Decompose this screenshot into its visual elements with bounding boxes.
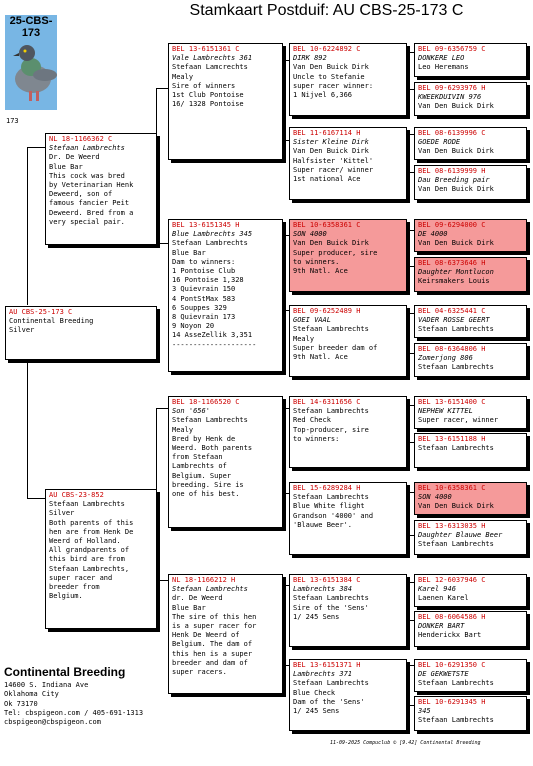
- ring-number: BEL 10-6291350 C: [418, 661, 486, 669]
- pigeon-name: GOEDE RODE: [418, 138, 461, 147]
- breeder-zip: Ok 73170: [4, 699, 38, 708]
- ring-number: BEL 04-6325441 C: [418, 307, 486, 315]
- gen4-card[interactable]: [414, 433, 527, 468]
- pigeon-name: Daughter Montlucon: [418, 268, 494, 277]
- description: Mealy Super breeder dam of 9th Natl. Ace: [293, 334, 378, 362]
- ring-number: BEL 08-6364806 H: [418, 345, 486, 353]
- pigeon-name: DONKERE LEO: [418, 54, 465, 63]
- ring-number: BEL 18-1166520 C: [172, 398, 240, 406]
- great-grandparent-card[interactable]: [289, 127, 407, 200]
- great-grandparent-card[interactable]: [289, 219, 407, 292]
- breeder-city: Oklahoma City: [4, 690, 59, 699]
- pigeon-name: Son '656': [172, 407, 210, 416]
- gen4-card[interactable]: [414, 43, 527, 77]
- ring-number: BEL 09-6252489 H: [293, 307, 361, 315]
- great-grandparent-card[interactable]: [289, 482, 407, 555]
- owner: Stefaan Lambrechts: [418, 325, 494, 334]
- ring-number: BEL 10-6358361 C: [293, 221, 361, 229]
- gen4-card[interactable]: [414, 611, 527, 647]
- great-grandparent-card[interactable]: [289, 574, 407, 647]
- pigeon-name: Stefaan Lambrechts: [172, 585, 248, 594]
- ring-number: BEL 10-6291345 H: [418, 698, 486, 706]
- description: Mealy Sire of winners 1st Club Pontoise 16/ 1328 Pontoise: [172, 72, 244, 109]
- gen4-card[interactable]: [414, 82, 527, 116]
- owner: Stefaan Lambrechts: [418, 540, 494, 549]
- ring-number: BEL 13-6313035 H: [418, 522, 486, 530]
- ring-number: AU CBS-23-852: [49, 491, 104, 499]
- gen4-card[interactable]: [414, 520, 527, 555]
- owner: dr. De Weerd: [172, 594, 223, 603]
- ring-number: BEL 13-6151371 H: [293, 661, 361, 669]
- ring-number: BEL 09-6294000 C: [418, 221, 486, 229]
- description: Blue Bar Dam to winners: 1 Pontoise Club 16 Pontoise 1,328 3 Quievrain 150 4 PontStMax 583 6 Souppes 329 8 Quievrain 173 9 Noyon 20 14 AsseZellik 3,351 --------------------: [172, 248, 257, 349]
- description: Uncle to Stefanie super racer winner: 1 Nijvel 6,366: [293, 72, 374, 100]
- ring-number: NL 18-1166362 C: [49, 135, 113, 143]
- pigeon-name: Blue Lambrechts 345: [172, 230, 253, 239]
- description: Silver: [9, 326, 35, 335]
- owner: Dr. De Weerd: [49, 153, 100, 162]
- description: Mealy Bred by Henk de Weerd. Both parents from Stefaan Lambrechts of Belgium. Super breeding. Sire is one of his best.: [172, 425, 253, 499]
- pigeon-photo: [5, 15, 57, 110]
- subject-card[interactable]: [5, 306, 157, 360]
- gen4-card[interactable]: [414, 165, 527, 200]
- grandparent-card[interactable]: [168, 219, 283, 372]
- owner: Stefaan Lambrechts: [49, 500, 125, 509]
- description: Silver Both parents of this hen are from Henk De Weerd of Holland. All grandparents of this bird are from Stefaan Lambrechts, super racer and breeder from Belgium.: [49, 509, 134, 601]
- description: Red Check Top-producer, sire to winners:: [293, 416, 369, 443]
- owner: Van Den Buick Dirk: [418, 239, 494, 248]
- gen4-card[interactable]: [414, 696, 527, 731]
- pigeon-name: Zomerjong 806: [418, 354, 473, 363]
- owner: Stefaan Lambrechts: [418, 444, 494, 453]
- owner: Stefaan Lambrechts: [418, 716, 494, 725]
- pigeon-name: DE 4000: [418, 230, 448, 239]
- pigeon-name: Karel 946: [418, 585, 456, 594]
- owner: Van Den Buick Dirk: [293, 147, 369, 156]
- ring-number: NL 18-1166212 H: [172, 576, 236, 584]
- description: Halfsister 'Kittel' Super racer/ winner 1st national Ace: [293, 156, 374, 184]
- description: Sire of the 'Sens' 1/ 245 Sens: [293, 603, 369, 621]
- pigeon-name: SON 4000: [418, 493, 452, 502]
- owner: Van Den Buick Dirk: [418, 502, 494, 511]
- owner: Stefaan Lambrechts: [293, 407, 369, 416]
- pigeon-name: Lambrechts 384: [293, 585, 353, 594]
- owner: Van Den Buick Dirk: [418, 185, 494, 194]
- dam-card[interactable]: [45, 489, 157, 629]
- pigeon-name: Sister Kleine Dirk: [293, 138, 369, 147]
- ring-number: BEL 09-6293976 H: [418, 84, 486, 92]
- ring-number: BEL 14-6311656 C: [293, 398, 361, 406]
- pedigree-title: Stamkaart Postduif: AU CBS-25-173 C: [189, 2, 464, 19]
- gen4-card[interactable]: [414, 482, 527, 515]
- owner: Van Den Buick Dirk: [293, 239, 369, 248]
- owner: Van Den Buick Dirk: [418, 147, 494, 156]
- owner: Stefaan Lambrechts: [418, 363, 494, 372]
- grandparent-card[interactable]: [168, 574, 283, 694]
- owner: Continental Breeding: [9, 317, 94, 326]
- ring-number: BEL 13-6151384 C: [293, 576, 361, 584]
- breeder-address: 14600 S. Indiana Ave: [4, 681, 89, 689]
- owner: Stefaan Lamcrechts: [172, 63, 248, 72]
- ring-number: BEL 10-6358361 C: [418, 484, 486, 492]
- pigeon-name: Lambrechts 371: [293, 670, 353, 679]
- gen4-card[interactable]: [414, 396, 527, 429]
- pigeon-name: DIRK 892: [293, 54, 327, 63]
- ring-number: AU CBS-25-173 C: [9, 308, 73, 316]
- gen4-card[interactable]: [414, 305, 527, 338]
- photo-caption: 173: [6, 117, 19, 125]
- owner: Henderickx Bart: [418, 631, 482, 640]
- ring-number: BEL 13-6151188 H: [418, 435, 486, 443]
- owner: Stefaan Lambrechts: [172, 416, 248, 425]
- owner: Stefaan Lambrechts: [293, 493, 369, 502]
- owner: Stefaan Lambrechts: [293, 679, 369, 688]
- ring-number: BEL 12-6037946 C: [418, 576, 486, 584]
- ring-number: BEL 13-6151345 H: [172, 221, 240, 229]
- breeder-email[interactable]: cbspigeon@cbspigeon.com: [4, 718, 101, 727]
- gen4-card[interactable]: [414, 257, 527, 292]
- description: Super producer, sire to winners. 9th Natl. Ace: [293, 248, 378, 276]
- owner: Leo Heremans: [418, 63, 469, 72]
- pigeon-name: 345: [418, 707, 431, 716]
- gen4-card[interactable]: [414, 219, 527, 252]
- sire-card[interactable]: [45, 133, 157, 245]
- great-grandparent-card[interactable]: [289, 396, 407, 468]
- breeder-name: Continental Breeding: [4, 665, 126, 679]
- ring-number: BEL 10-6224892 C: [293, 45, 361, 53]
- pigeon-icon: [5, 29, 57, 110]
- ring-number: BEL 13-6151361 C: [172, 45, 240, 53]
- ring-number: BEL 13-6151400 C: [418, 398, 486, 406]
- pigeon-name: DONKER BART: [418, 622, 465, 631]
- pigeon-name: NEPHEW KITTEL: [418, 407, 473, 416]
- gen4-card[interactable]: [414, 127, 527, 160]
- gen4-card[interactable]: [414, 343, 527, 377]
- footer-text: 11-09-2025 Compuclub © [9.42] Continental Breeding: [330, 740, 481, 746]
- ring-number: BEL 15-6289284 H: [293, 484, 361, 492]
- description: Blue Bar This cock was bred by Veterinarian Henk Deweerd, son of famous fancier Peit Deweerd. Bred from a very special pair.: [49, 162, 134, 226]
- gen4-card[interactable]: [414, 574, 527, 607]
- pigeon-name: Dau Breeding pair: [418, 176, 490, 185]
- owner: Laenen Karel: [418, 594, 469, 603]
- ring-number: BEL 08-6139999 H: [418, 167, 486, 175]
- grandparent-card[interactable]: [168, 43, 283, 160]
- owner: Van Den Buick Dirk: [293, 63, 369, 72]
- great-grandparent-card[interactable]: [289, 43, 407, 116]
- pigeon-name: Stefaan Lambrechts: [49, 144, 125, 153]
- ring-number: BEL 11-6167114 H: [293, 129, 361, 137]
- ring-number: BEL 08-6139996 C: [418, 129, 486, 137]
- ring-number: BEL 09-6356759 C: [418, 45, 486, 53]
- photo-label: 25-CBS-173: [9, 15, 53, 39]
- pigeon-name: KWEEKDUIVIN 976: [418, 93, 482, 102]
- description: Blue Check Dam of the 'Sens' 1/ 245 Sens: [293, 688, 365, 716]
- pigeon-name: Daughter Blauwe Beer: [418, 531, 503, 540]
- breeder-info: [4, 665, 169, 727]
- gen4-card[interactable]: [414, 659, 527, 692]
- great-grandparent-card[interactable]: [289, 305, 407, 377]
- owner: Stefaan Lambrechts: [418, 679, 494, 688]
- owner: Van Den Buick Dirk: [418, 102, 494, 111]
- breeder-phone[interactable]: Tel: cbspigeon.com / 405-691-1313: [4, 708, 144, 717]
- owner: Super racer, winner: [418, 416, 499, 425]
- owner: Stefaan Lambrechts: [293, 594, 369, 603]
- pigeon-name: SON 4000: [293, 230, 327, 239]
- description: Blue Bar The sire of this hen is a super racer for Henk De Weerd of Belgium. The dam of this hen is a super breeder and dam of super racers.: [172, 603, 257, 677]
- grandparent-card[interactable]: [168, 396, 283, 528]
- owner: Stefaan Lambrechts: [293, 325, 369, 334]
- owner: Stefaan Lambrechts: [172, 239, 248, 248]
- pigeon-name: DE GEKWETSTE: [418, 670, 469, 679]
- pigeon-name: GOEI VAAL: [293, 316, 331, 325]
- ring-number: BEL 08-6064586 H: [418, 613, 486, 621]
- pigeon-name: Vale Lambrechts 361: [172, 54, 253, 63]
- pigeon-name: VADER ROSSE GEERT: [418, 316, 490, 325]
- great-grandparent-card[interactable]: [289, 659, 407, 731]
- ring-number: BEL 08-6373646 H: [418, 259, 486, 267]
- description: Blue White flight Grandson '4000' and 'Blauwe Beer'.: [293, 502, 374, 529]
- owner: Keirsmakers Louis: [418, 277, 490, 286]
